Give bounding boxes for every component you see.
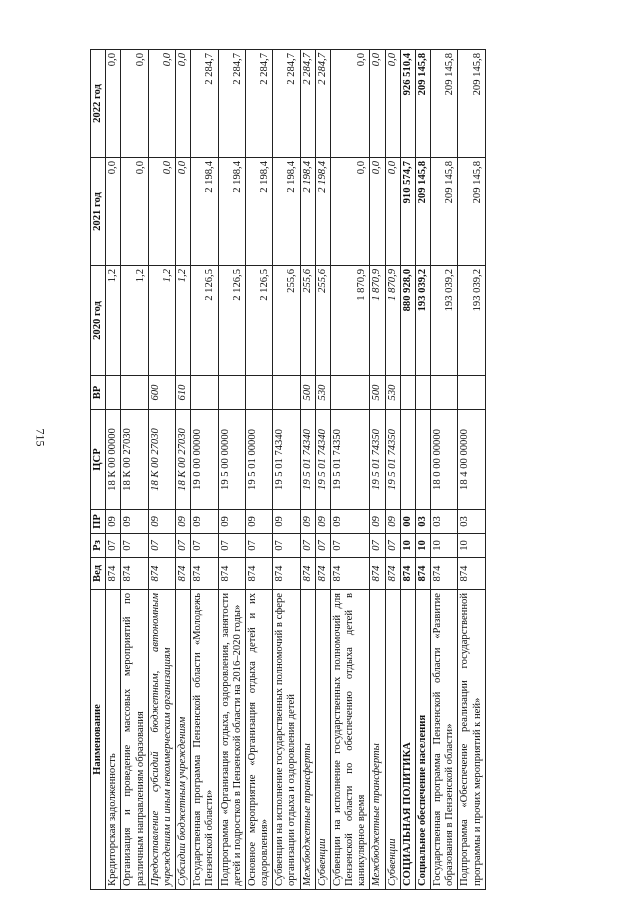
cell-vr: 530: [385, 376, 400, 410]
cell-2021: 2 198,4: [245, 158, 272, 266]
cell-vr: [245, 376, 272, 410]
cell-2021: 0,0: [148, 158, 175, 266]
table-row: [431, 50, 458, 890]
table-row: [385, 50, 400, 890]
cell-ved: 874: [273, 558, 300, 590]
cell-2022: 0,0: [121, 50, 148, 158]
table-row: [458, 50, 485, 890]
cell-vr: [191, 376, 218, 410]
cell-csr: 18 К 00 00000: [106, 410, 121, 510]
cell-2022: 0,0: [385, 50, 400, 158]
cell-name: Государственная программа Пензенской области «Молодежь Пензенской области»: [191, 590, 218, 890]
cell-2020: 880 928,0: [400, 266, 415, 376]
cell-rz: 07: [148, 534, 175, 558]
cell-vr: [458, 376, 485, 410]
cell-ved: 874: [370, 558, 385, 590]
cell-2022: 209 145,8: [415, 50, 430, 158]
cell-name: СОЦИАЛЬНАЯ ПОЛИТИКА: [400, 590, 415, 890]
table-row: [400, 50, 415, 890]
cell-pr: 03: [458, 510, 485, 534]
cell-pr: 09: [300, 510, 315, 534]
cell-csr: 19 5 01 74350: [370, 410, 385, 510]
cell-vr: 500: [370, 376, 385, 410]
cell-2020: 1,2: [176, 266, 191, 376]
cell-name: Социальное обеспечение населения: [415, 590, 430, 890]
cell-rz: 07: [273, 534, 300, 558]
cell-csr: [415, 410, 430, 510]
cell-2021: 0,0: [385, 158, 400, 266]
table-row: [218, 50, 245, 890]
cell-2021: 910 574,7: [400, 158, 415, 266]
cell-ved: 874: [245, 558, 272, 590]
cell-name: Кредиторская задолженность: [106, 590, 121, 890]
cell-name: Подпрограмма «Обеспечение реализации государственной программы и прочих мероприятий к ней»: [458, 590, 485, 890]
cell-2022: 209 145,8: [458, 50, 485, 158]
header-ved: Вед: [91, 558, 106, 590]
cell-csr: [400, 410, 415, 510]
cell-ved: 874: [415, 558, 430, 590]
table-row: [315, 50, 330, 890]
cell-rz: 07: [385, 534, 400, 558]
cell-ved: 874: [431, 558, 458, 590]
cell-2020: 1 870,9: [385, 266, 400, 376]
table-row: [415, 50, 430, 890]
cell-name: Субвенции: [315, 590, 330, 890]
cell-name: Подпрограмма «Организация отдыха, оздоровления, занятости детей и подростков в Пензенской области на 2016–2020 годы»: [218, 590, 245, 890]
header-name: Наименование: [91, 590, 106, 890]
cell-csr: 18 0 00 00000: [431, 410, 458, 510]
cell-csr: 19 5 01 74340: [315, 410, 330, 510]
table-row: [300, 50, 315, 890]
cell-vr: [330, 376, 370, 410]
cell-2021: 0,0: [370, 158, 385, 266]
table-row: [148, 50, 175, 890]
cell-2022: 0,0: [370, 50, 385, 158]
table-row: [121, 50, 148, 890]
table-row: [330, 50, 370, 890]
table-row: [191, 50, 218, 890]
cell-ved: 874: [176, 558, 191, 590]
cell-name: Субвенции: [385, 590, 400, 890]
table-row: [245, 50, 272, 890]
cell-vr: [218, 376, 245, 410]
table-row: [273, 50, 300, 890]
cell-ved: 874: [148, 558, 175, 590]
cell-2022: 209 145,8: [431, 50, 458, 158]
cell-rz: 07: [370, 534, 385, 558]
cell-vr: [121, 376, 148, 410]
cell-ved: 874: [106, 558, 121, 590]
cell-vr: [273, 376, 300, 410]
cell-ved: 874: [330, 558, 370, 590]
cell-2020: 255,6: [315, 266, 330, 376]
cell-2022: 926 510,4: [400, 50, 415, 158]
cell-csr: 19 5 01 74350: [330, 410, 370, 510]
cell-csr: 18 4 00 00000: [458, 410, 485, 510]
table-row: [370, 50, 385, 890]
cell-pr: 09: [218, 510, 245, 534]
cell-vr: [400, 376, 415, 410]
cell-2020: 193 039,2: [431, 266, 458, 376]
cell-rz: 07: [245, 534, 272, 558]
cell-2022: 2 284,7: [245, 50, 272, 158]
table-row: [176, 50, 191, 890]
cell-2020: 1,2: [106, 266, 121, 376]
header-2020: 2020 год: [91, 266, 106, 376]
cell-csr: 18 К 00 27030: [121, 410, 148, 510]
cell-csr: 19 5 01 74350: [385, 410, 400, 510]
cell-2021: 0,0: [106, 158, 121, 266]
cell-csr: 18 К 00 27030: [148, 410, 175, 510]
cell-name: Государственная программа Пензенской области «Развитие образования в Пензенской области»: [431, 590, 458, 890]
cell-2022: 2 284,7: [300, 50, 315, 158]
cell-2022: 0,0: [176, 50, 191, 158]
cell-vr: 600: [148, 376, 175, 410]
cell-rz: 07: [330, 534, 370, 558]
cell-2021: 0,0: [121, 158, 148, 266]
cell-pr: 09: [330, 510, 370, 534]
cell-2020: 2 126,5: [191, 266, 218, 376]
cell-name: Субсидии бюджетным учреждениям: [176, 590, 191, 890]
cell-rz: 07: [315, 534, 330, 558]
cell-name: Предоставление субсидий бюджетным, автономным учреждениям и иным некоммерческим организациям: [148, 590, 175, 890]
cell-2021: 209 145,8: [458, 158, 485, 266]
cell-2021: 209 145,8: [415, 158, 430, 266]
cell-name: Субвенции на исполнение государственных полномочий для Пензенской области по обеспечению отдыха детей в каникулярное время: [330, 590, 370, 890]
cell-2020: 1,2: [121, 266, 148, 376]
cell-pr: 09: [273, 510, 300, 534]
cell-vr: [415, 376, 430, 410]
cell-ved: 874: [121, 558, 148, 590]
cell-2021: 2 198,4: [191, 158, 218, 266]
header-vr: ВР: [91, 376, 106, 410]
cell-2021: 2 198,4: [300, 158, 315, 266]
cell-vr: 610: [176, 376, 191, 410]
cell-pr: 09: [315, 510, 330, 534]
cell-rz: 07: [176, 534, 191, 558]
cell-2020: 255,6: [300, 266, 315, 376]
cell-vr: [431, 376, 458, 410]
table-header-row: [91, 50, 106, 890]
cell-ved: 874: [458, 558, 485, 590]
cell-2022: 2 284,7: [218, 50, 245, 158]
cell-name: Основное мероприятие «Организация отдыха детей и их оздоровления»: [245, 590, 272, 890]
cell-2022: 0,0: [148, 50, 175, 158]
budget-table: [90, 49, 486, 890]
table-body: [106, 50, 486, 890]
cell-rz: 10: [415, 534, 430, 558]
cell-rz: 07: [218, 534, 245, 558]
cell-2020: 1,2: [148, 266, 175, 376]
cell-ved: 874: [315, 558, 330, 590]
cell-vr: [106, 376, 121, 410]
cell-pr: 09: [148, 510, 175, 534]
table-row: [106, 50, 121, 890]
cell-2020: 193 039,2: [458, 266, 485, 376]
cell-2020: 1 870,9: [330, 266, 370, 376]
cell-csr: 19 0 00 00000: [191, 410, 218, 510]
cell-pr: 09: [176, 510, 191, 534]
cell-2020: 1 870,9: [370, 266, 385, 376]
cell-name: Организация и проведение массовых мероприятий по различным направлениям образования: [121, 590, 148, 890]
cell-2020: 2 126,5: [218, 266, 245, 376]
cell-pr: 03: [431, 510, 458, 534]
cell-2020: 193 039,2: [415, 266, 430, 376]
cell-ved: 874: [191, 558, 218, 590]
cell-2021: 209 145,8: [431, 158, 458, 266]
cell-2021: 2 198,4: [218, 158, 245, 266]
cell-rz: 07: [300, 534, 315, 558]
cell-2022: 0,0: [330, 50, 370, 158]
cell-vr: 500: [300, 376, 315, 410]
cell-2021: 0,0: [330, 158, 370, 266]
cell-2022: 2 284,7: [191, 50, 218, 158]
cell-ved: 874: [218, 558, 245, 590]
cell-2022: 0,0: [106, 50, 121, 158]
cell-rz: 10: [458, 534, 485, 558]
cell-2021: 2 198,4: [315, 158, 330, 266]
cell-2021: 0,0: [176, 158, 191, 266]
cell-pr: 09: [191, 510, 218, 534]
cell-ved: 874: [400, 558, 415, 590]
cell-csr: 19 5 01 74340: [300, 410, 315, 510]
cell-rz: 07: [121, 534, 148, 558]
cell-rz: 10: [431, 534, 458, 558]
cell-pr: 03: [415, 510, 430, 534]
cell-2021: 2 198,4: [273, 158, 300, 266]
cell-pr: 00: [400, 510, 415, 534]
cell-rz: 10: [400, 534, 415, 558]
cell-csr: 19 5 01 00000: [245, 410, 272, 510]
cell-pr: 09: [121, 510, 148, 534]
cell-pr: 09: [385, 510, 400, 534]
cell-2022: 2 284,7: [315, 50, 330, 158]
cell-ved: 874: [300, 558, 315, 590]
cell-2020: 255,6: [273, 266, 300, 376]
cell-csr: 19 5 01 74340: [273, 410, 300, 510]
header-2021: 2021 год: [91, 158, 106, 266]
cell-name: Межбюджетные трансферты: [370, 590, 385, 890]
page-number: 715: [33, 428, 48, 447]
header-pr: ПР: [91, 510, 106, 534]
cell-name: Субвенции на исполнение государственных полномочий в сфере организации отдыха и оздоровления детей: [273, 590, 300, 890]
cell-csr: 18 К 00 27030: [176, 410, 191, 510]
cell-2020: 2 126,5: [245, 266, 272, 376]
cell-csr: 19 5 00 00000: [218, 410, 245, 510]
cell-pr: 09: [106, 510, 121, 534]
cell-2022: 2 284,7: [273, 50, 300, 158]
cell-rz: 07: [106, 534, 121, 558]
header-csr: ЦСР: [91, 410, 106, 510]
cell-pr: 09: [370, 510, 385, 534]
cell-ved: 874: [385, 558, 400, 590]
rotated-table-container: [90, 50, 620, 890]
header-rz: Рз: [91, 534, 106, 558]
header-2022: 2022 год: [91, 50, 106, 158]
cell-name: Межбюджетные трансферты: [300, 590, 315, 890]
cell-vr: 530: [315, 376, 330, 410]
cell-pr: 09: [245, 510, 272, 534]
cell-rz: 07: [191, 534, 218, 558]
